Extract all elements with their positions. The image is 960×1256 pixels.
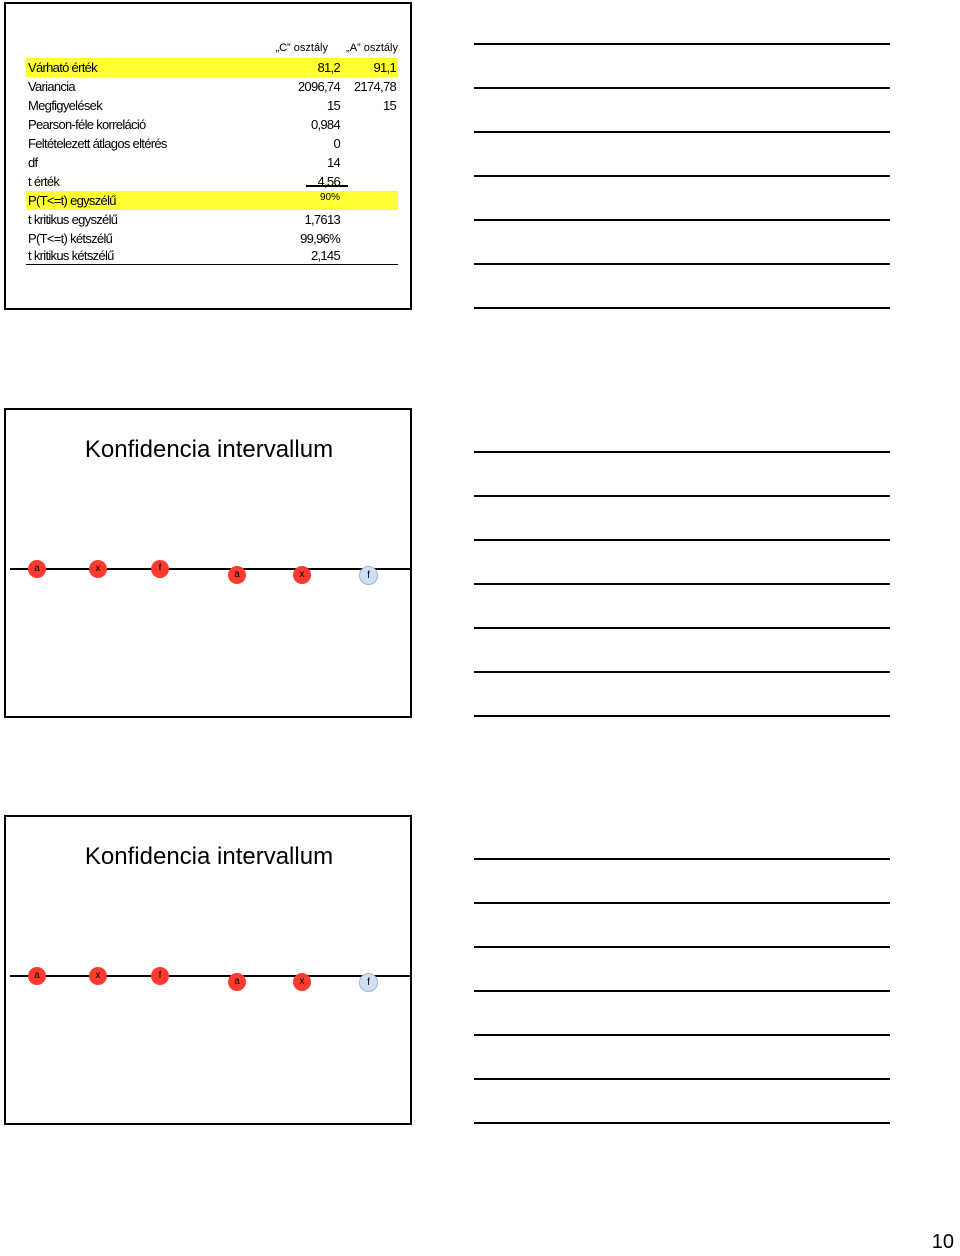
value-c: 90% — [320, 188, 340, 207]
row-label: t kritikus egyszélű — [28, 212, 118, 227]
column-header-a: „A” osztály — [346, 42, 398, 54]
note-line — [474, 990, 890, 992]
value-c: 81,2 — [317, 60, 340, 75]
row-label: Megfigyelések — [28, 98, 102, 113]
note-line — [474, 43, 890, 45]
row-label: t kritikus kétszélű — [28, 248, 114, 263]
note-line — [474, 715, 890, 717]
value-c: 99,96% — [300, 231, 340, 246]
page-number: 10 — [931, 1231, 954, 1253]
value-c: 2,145 — [310, 248, 340, 263]
table-row — [26, 77, 398, 96]
value-a: 15 — [382, 98, 396, 113]
note-line — [474, 946, 890, 948]
row-label: Pearson-féle korreláció — [28, 117, 146, 132]
note-line — [474, 219, 890, 221]
value-a: 91,1 — [373, 60, 396, 75]
note-line — [474, 263, 890, 265]
note-line — [474, 671, 890, 673]
marker-a: a — [28, 967, 46, 985]
slide-t-test-table — [4, 2, 412, 310]
value-c: 0,984 — [310, 117, 340, 132]
value-c: 1,7613 — [304, 212, 340, 227]
marker-f: f — [151, 560, 169, 578]
marker-a: a — [228, 973, 246, 991]
note-line — [474, 131, 890, 133]
marker-x: x — [293, 973, 311, 991]
marker-x: x — [89, 967, 107, 985]
marker-a: a — [28, 560, 46, 578]
row-label: t érték — [28, 174, 60, 189]
note-line — [474, 87, 890, 89]
marker-f: f — [359, 973, 378, 992]
note-line — [474, 451, 890, 453]
note-line — [474, 495, 890, 497]
table-row — [26, 153, 398, 172]
marker-x: x — [293, 566, 311, 584]
row-label: Várható érték — [28, 60, 97, 75]
marker-f: f — [359, 566, 378, 585]
row-label: df — [28, 155, 38, 170]
table-bottom-rule — [26, 264, 398, 265]
slide-title: Konfidencia intervallum — [84, 436, 334, 463]
axis-line — [10, 975, 410, 977]
note-line — [474, 1034, 890, 1036]
note-line — [474, 539, 890, 541]
table-row — [26, 172, 398, 191]
row-label: Variancia — [28, 79, 75, 94]
table-row — [26, 115, 398, 134]
table-header — [6, 42, 412, 56]
note-line — [474, 583, 890, 585]
note-line — [474, 902, 890, 904]
note-line — [474, 1078, 890, 1080]
note-line — [474, 1122, 890, 1124]
marker-f: f — [151, 967, 169, 985]
marker-x: x — [89, 560, 107, 578]
note-line — [474, 627, 890, 629]
column-header-c: „C” osztály — [275, 42, 328, 54]
slide-title: Konfidencia intervallum — [84, 843, 334, 870]
table-row — [26, 246, 398, 265]
row-label: P(T<=t) kétszélű — [28, 231, 113, 246]
table-row — [26, 58, 398, 77]
table-row — [26, 96, 398, 115]
value-a: 2174,78 — [353, 79, 396, 94]
axis-line — [10, 568, 410, 570]
row-label: P(T<=t) egyszélű — [28, 193, 116, 208]
value-c: 2096,74 — [297, 79, 340, 94]
slide-confidence-interval-1 — [4, 408, 412, 718]
value-c: 15 — [326, 98, 340, 113]
table-row — [26, 210, 398, 229]
row-label: Feltételezett átlagos eltérés — [28, 136, 167, 151]
note-line — [474, 175, 890, 177]
value-c: 14 — [326, 155, 340, 170]
slide-confidence-interval-2 — [4, 815, 412, 1125]
value-c: 0 — [333, 136, 340, 151]
marker-a: a — [228, 566, 246, 584]
table-row — [26, 191, 398, 210]
value-c: 4,56 — [317, 174, 340, 189]
note-line — [474, 858, 890, 860]
table-row — [26, 134, 398, 153]
note-line — [474, 307, 890, 309]
